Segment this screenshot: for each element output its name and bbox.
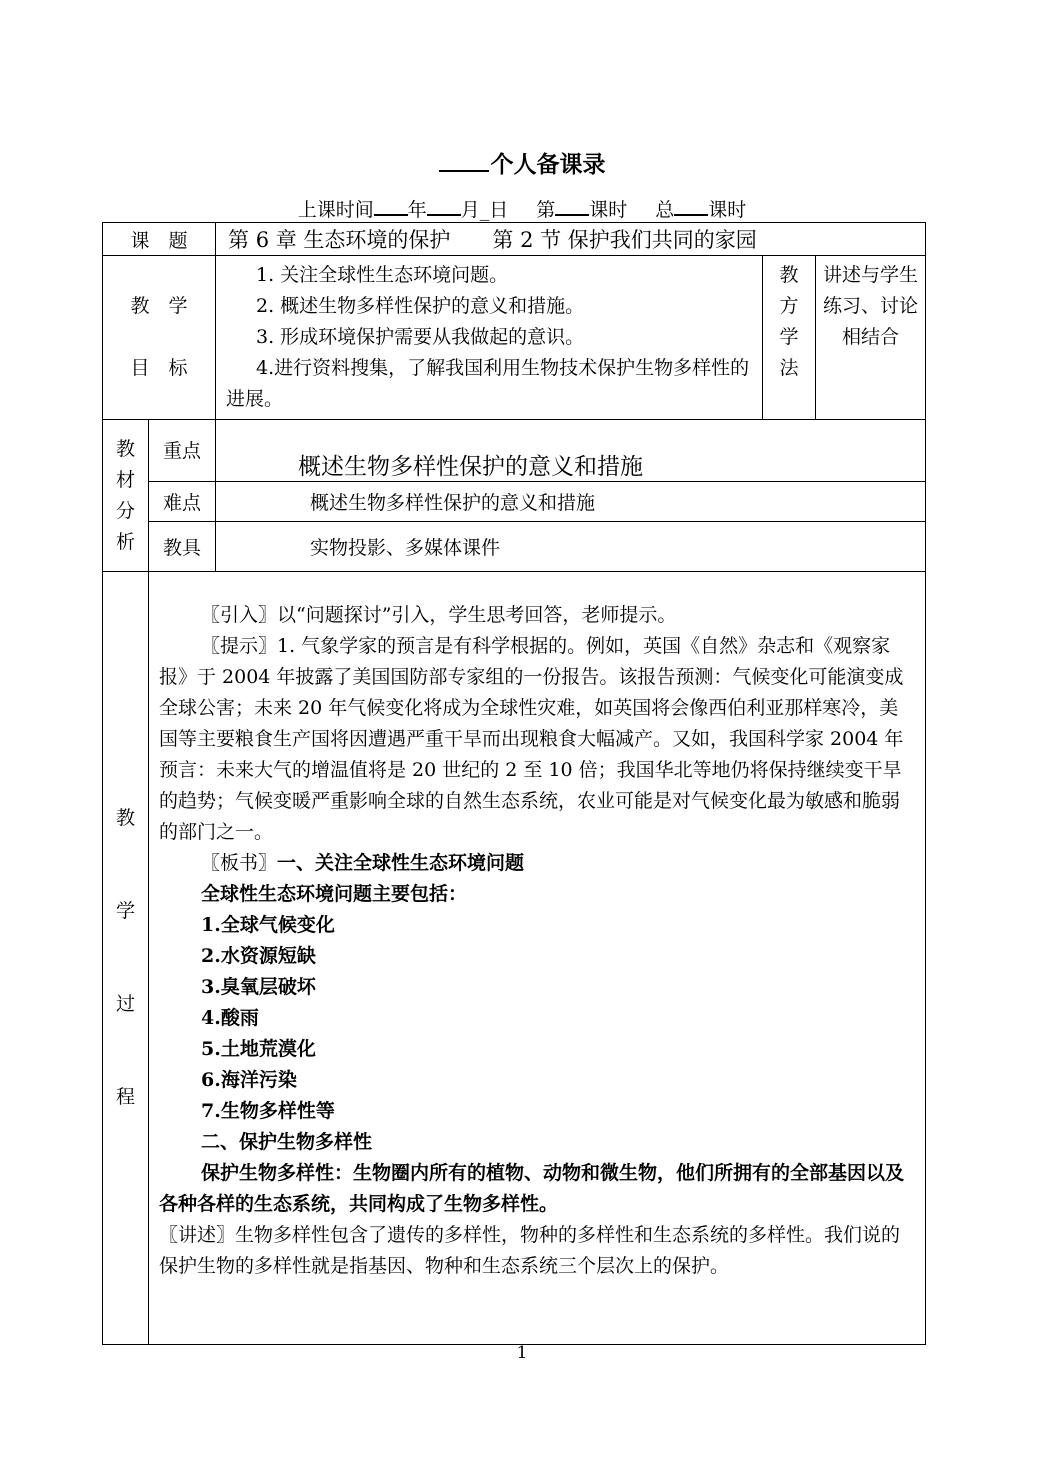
meta-period-blank bbox=[555, 196, 589, 216]
meta-year-label: 年 bbox=[407, 199, 427, 221]
method-label-char: 方 bbox=[779, 295, 799, 317]
key-point-value: 概述生物多样性保护的意义和措施 bbox=[216, 420, 926, 482]
goals-list bbox=[216, 256, 763, 420]
issue-item: 3.臭氧层破坏 bbox=[201, 976, 316, 998]
process-label-char: 过 bbox=[115, 993, 135, 1015]
topic-value: 第 6 章 生态环境的保护 第 2 节 保护我们共同的家园 bbox=[216, 223, 926, 256]
method-label-char: 法 bbox=[779, 357, 799, 379]
goals-label bbox=[103, 256, 216, 420]
goal-item: 1. 关注全球性生态环境问题。 bbox=[256, 264, 509, 286]
issue-item: 5.土地荒漠化 bbox=[201, 1038, 316, 1060]
section-two-heading: 二、保护生物多样性 bbox=[201, 1131, 373, 1153]
analysis-label-char: 析 bbox=[115, 530, 135, 553]
hint-paragraph: 〖提示〗1. 气象学家的预言是有科学根据的。例如，英国《自然》杂志和《观察家报》于 2004 年披露了美国国防部专家组的一份报告。该报告预测：气候变化可能演变成全球公害；未来 20 年气候变化将成为全球性灾难，如英国将会像西伯利亚那样寒冷，美国等主要粮食生产国将因遭遇严重干旱而出现粮食大幅减产。又如，我国科学家 2004 年预言：未来大气的增温值将是 20 世纪的 2 至 10 倍；我国华北等地仍将保持继续变干旱的趋势；气候变暖严重影响全球的自然生态系统，农业可能是对气候变化最为敏感和脆弱的部门之一。 bbox=[159, 635, 904, 843]
difficulty-label: 难点 bbox=[149, 482, 216, 522]
definition-paragraph: 保护生物多样性：生物圈内所有的植物、动物和微生物，他们所拥有的全部基因以及各种各样的生态系统，共同构成了生物多样性。 bbox=[159, 1162, 905, 1215]
meta-month-day-label: 月_日 bbox=[460, 199, 509, 221]
board-prefix: 〖板书〗 bbox=[201, 852, 278, 874]
issue-item: 6.海洋污染 bbox=[201, 1069, 297, 1091]
tools-label: 教具 bbox=[149, 522, 216, 572]
tools-value: 实物投影、多媒体课件 bbox=[216, 522, 926, 572]
meta-total-unit: 课时 bbox=[708, 199, 747, 221]
difficulty-value: 概述生物多样性保护的意义和措施 bbox=[216, 482, 926, 522]
issue-item: 7.生物多样性等 bbox=[201, 1100, 335, 1122]
lesson-time-line bbox=[0, 195, 1044, 222]
page-number: 1 bbox=[516, 1343, 528, 1363]
method-label-char: 教 bbox=[779, 264, 799, 286]
issues-intro: 全球性生态环境问题主要包括： bbox=[201, 883, 468, 905]
analysis-label-char: 分 bbox=[115, 499, 135, 522]
process-label-char: 教 bbox=[115, 807, 135, 829]
meta-month-blank bbox=[427, 196, 461, 216]
method-label bbox=[763, 256, 816, 420]
title-blank bbox=[439, 148, 489, 172]
analysis-label bbox=[103, 420, 149, 572]
meta-year-blank bbox=[374, 196, 408, 216]
meta-period-unit: 课时 bbox=[589, 199, 628, 221]
method-label-char: 学 bbox=[779, 326, 799, 348]
method-value: 讲述与学生练习、讨论相结合 bbox=[816, 256, 926, 420]
process-content bbox=[149, 572, 926, 1345]
meta-total-blank bbox=[674, 196, 708, 216]
lesson-plan-table bbox=[102, 222, 926, 1345]
intro-paragraph: 〖引入〗以“问题探讨”引入，学生思考回答，老师提示。 bbox=[201, 604, 677, 626]
lecture-paragraph: 〖讲述〗生物多样性包含了遗传的多样性，物种的多样性和生态系统的多样性。我们说的保护生物的多样性就是指基因、物种和生态系统三个层次上的保护。 bbox=[159, 1224, 901, 1277]
analysis-label-char: 教 bbox=[115, 437, 135, 460]
page-title bbox=[0, 146, 1044, 179]
process-label-char: 程 bbox=[115, 1086, 135, 1108]
key-point-label: 重点 bbox=[149, 420, 216, 482]
goal-item: 3. 形成环境保护需要从我做起的意识。 bbox=[256, 326, 585, 348]
process-label-char: 学 bbox=[115, 900, 135, 922]
analysis-label-char: 材 bbox=[115, 468, 135, 491]
meta-total-label: 总 bbox=[655, 199, 675, 221]
issue-item: 2.水资源短缺 bbox=[201, 945, 316, 967]
goals-label-line1: 教 学 bbox=[130, 295, 188, 317]
goals-label-line2: 目 标 bbox=[130, 357, 188, 379]
meta-class-time-label: 上课时间 bbox=[297, 199, 374, 221]
process-label bbox=[103, 572, 149, 1345]
board-title: 一、关注全球性生态环境问题 bbox=[277, 852, 525, 874]
goal-item: 4.进行资料搜集，了解我国利用生物技术保护生物多样性的进展。 bbox=[226, 357, 750, 410]
topic-label: 课 题 bbox=[103, 223, 216, 256]
issue-item: 4.酸雨 bbox=[201, 1007, 259, 1029]
meta-period-label: 第 bbox=[536, 199, 556, 221]
issue-item: 1.全球气候变化 bbox=[201, 914, 335, 936]
goal-item: 2. 概述生物多样性保护的意义和措施。 bbox=[256, 295, 585, 317]
board-heading bbox=[159, 848, 917, 879]
title-text: 个人备课录 bbox=[490, 152, 606, 178]
